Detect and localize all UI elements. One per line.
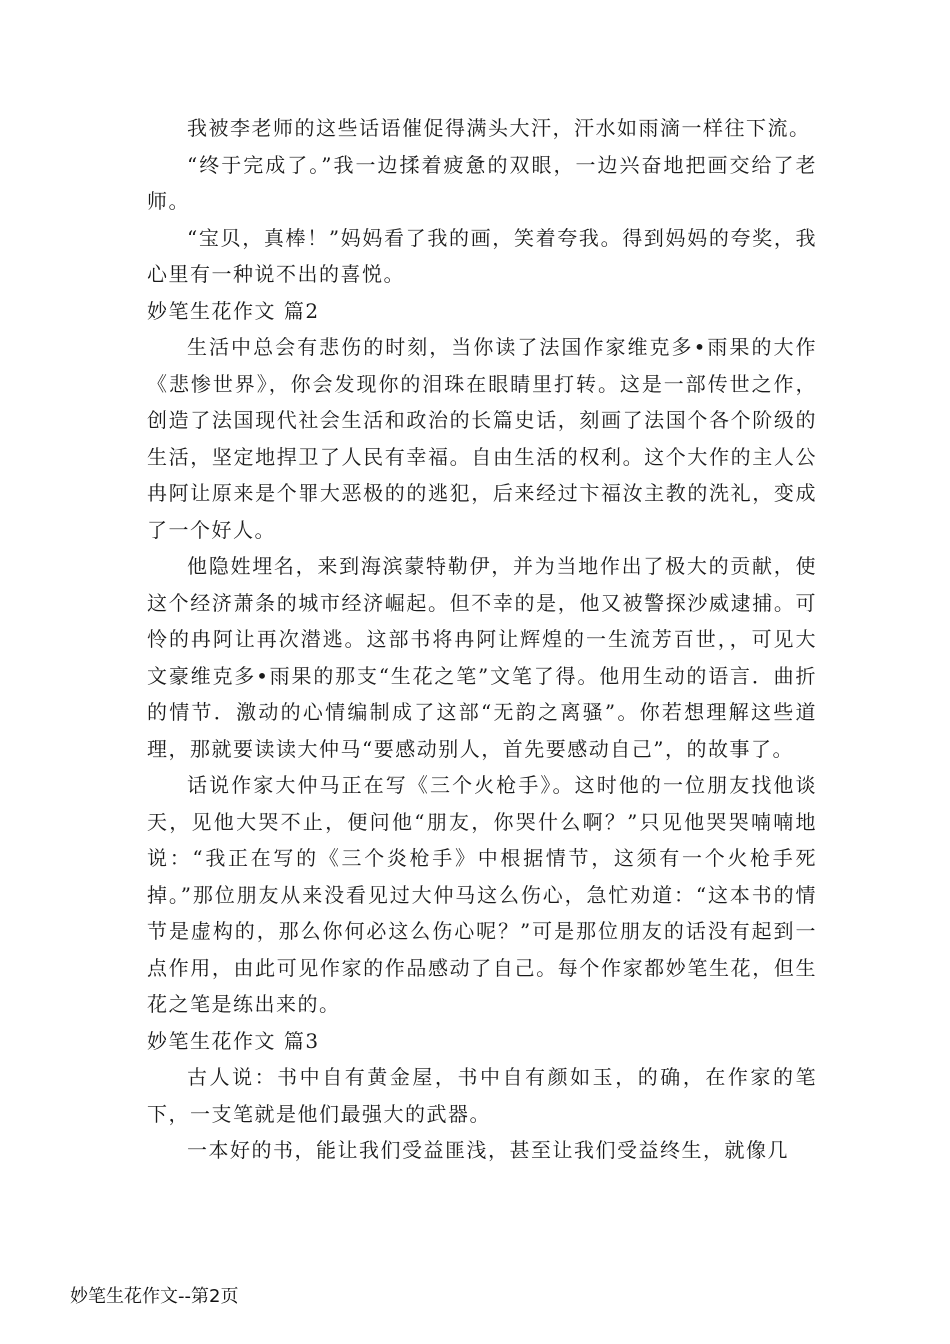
section-heading: 妙笔生花作文 篇2	[147, 298, 320, 323]
document-body	[147, 110, 817, 1169]
paragraph: 我被李老师的这些话语催促得满头大汗，汗水如雨滴一样往下流。	[187, 116, 811, 140]
page-footer: 妙笔生花作文--第2页	[70, 1286, 239, 1307]
section-heading: 妙笔生花作文 篇3	[147, 1028, 320, 1053]
paragraph: 古人说：书中自有黄金屋，书中自有颜如玉，的确，在作家的笔下，一支笔就是他们最强大的武器。	[147, 1065, 817, 1126]
paragraph: 话说作家大仲马正在写《三个火枪手》。这时他的一位朋友找他谈天，见他大哭不止，便问他“朋友，你哭什么啊？”只见他哭哭喃喃地说：“我正在写的《三个炎枪手》中根据情节，这须有一个火枪手死掉。”那位朋友从来没看见过大仲马这么伤心，急忙劝道：“这本书的情节是虚构的，那么你何必这么伤心呢？”可是那位朋友的话没有起到一点作用，由此可见作家的作品感动了自己。每个作家都妙笔生花，但生花之笔是练出来的。	[147, 773, 817, 1016]
paragraph: “宝贝，真棒！”妈妈看了我的画，笑着夸我。得到妈妈的夸奖，我心里有一种说不出的喜悦。	[147, 225, 817, 286]
paragraph: 一本好的书，能让我们受益匪浅，甚至让我们受益终生，就像几	[187, 1138, 789, 1162]
paragraph: 生活中总会有悲伤的时刻，当你读了法国作家维克多•雨果的大作《悲惨世界》，你会发现你的泪珠在眼睛里打转。这是一部传世之作，创造了法国现代社会生活和政治的长篇史话，刻画了法国个各个阶级的生活，坚定地捍卫了人民有幸福。自由生活的权利。这个大作的主人公冉阿让原来是个罪大恶极的的逃犯，后来经过卞福汝主教的洗礼，变成了一个好人。	[147, 335, 817, 542]
paragraph: 他隐姓埋名，来到海滨蒙特勒伊，并为当地作出了极大的贡献，使这个经济萧条的城市经济崛起。但不幸的是，他又被警探沙威逮捕。可怜的冉阿让再次潜逃。这部书将冉阿让辉煌的一生流芳百世，，可见大文豪维克多•雨果的那支“生花之笔”文笔了得。他用生动的语言．曲折的情节．激动的心情编制成了这部“无韵之离骚”。你若想理解这些道理，那就要读读大仲马“要感动别人，首先要感动自己”，的故事了。	[147, 554, 817, 761]
paragraph: “终于完成了。”我一边揉着疲惫的双眼，一边兴奋地把画交给了老师。	[147, 152, 817, 213]
